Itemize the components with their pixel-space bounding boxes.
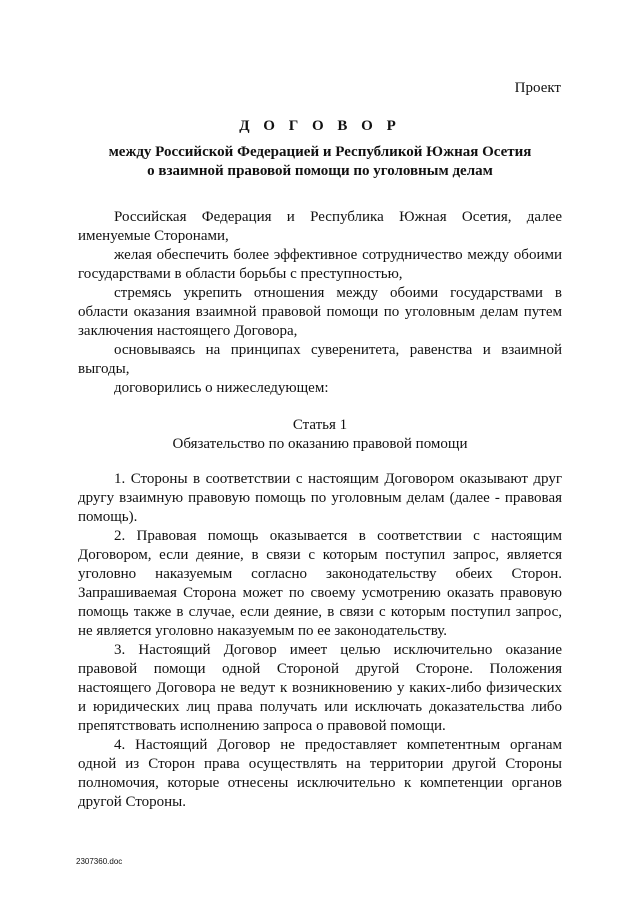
preamble-paragraph: желая обеспечить более эффективное сотрудничество между обоими государствами в области борьбы с преступностью, <box>78 247 562 282</box>
preamble-paragraph: стремясь укрепить отношения между обоими государствами в области оказания взаимной правовой помощи по уголовным делам путем заключения настоящего Договора, <box>78 285 562 339</box>
article-paragraph: 3. Настоящий Договор имеет целью исключительно оказание правовой помощи одной Стороной другой Стороне. Положения настоящего Договора не ведут к возникновению у каких-либо физических и юридических лиц права получать или исключать доказательства либо препятствовать исполнению запроса о правовой помощи. <box>78 642 562 734</box>
document-subtitle <box>0 143 640 181</box>
article-paragraph: 2. Правовая помощь оказывается в соответствии с настоящим Договором, если деяние, в связи с которым поступил запрос, является уголовно наказуемым согласно законодательству обеих Сторон. Запрашиваемая Сторона может по своему усмотрению оказать правовую помощь также в случае, если деяние, в связи с которым поступил запрос, не является уголовно наказуемым по ее законодательству. <box>78 528 562 639</box>
document-body <box>78 208 562 812</box>
draft-label: Проект <box>514 80 561 96</box>
preamble-paragraph: договорились о нижеследующем: <box>114 380 329 396</box>
preamble-paragraph: основываясь на принципах суверенитета, равенства и взаимной выгоды, <box>78 342 562 377</box>
subtitle-line-1: между Российской Федерацией и Республикой Южная Осетия <box>108 144 532 160</box>
subtitle-line-2: о взаимной правовой помощи по уголовным делам <box>147 163 493 179</box>
article-title: Обязательство по оказанию правовой помощи <box>172 436 468 452</box>
footer-filename: 2307360.doc <box>76 857 123 866</box>
article-paragraph: 1. Стороны в соответствии с настоящим Договором оказывают друг другу взаимную правовую помощь по уголовным делам (далее - правовая помощь). <box>78 471 562 525</box>
spacer <box>78 454 562 470</box>
article-number: Статья 1 <box>292 417 348 433</box>
preamble-paragraph: Российская Федерация и Республика Южная Осетия, далее именуемые Сторонами, <box>78 209 562 244</box>
document-title: Д О Г О В О Р <box>239 118 401 134</box>
article-paragraph: 4. Настоящий Договор не предоставляет компетентным органам одной из Сторон права осуществлять на территории другой Стороны полномочия, которые отнесены исключительно к компетенции органов другой Стороны. <box>78 737 562 810</box>
article-heading <box>78 416 562 454</box>
